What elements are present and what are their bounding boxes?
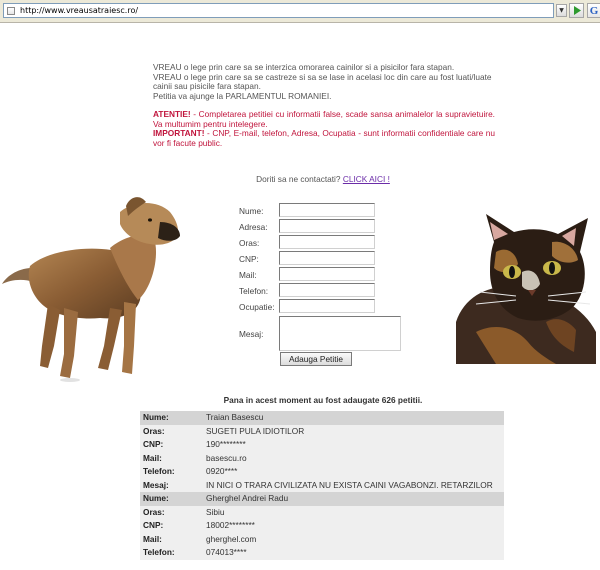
row-key: Nume: (143, 493, 169, 503)
label-mail: Mail: (239, 270, 257, 280)
intro-line-3: Petitia va ajunge la PARLAMENTUL ROMANIEI. (153, 90, 332, 101)
cat-image (456, 212, 596, 364)
dog-image (0, 196, 186, 386)
row-value: 190******** (206, 439, 246, 449)
atentie-label: ATENTIE! (153, 109, 191, 119)
row-value: Traian Basescu (206, 412, 264, 422)
mesaj-textarea[interactable] (279, 316, 401, 351)
mail-input[interactable] (279, 267, 375, 281)
search-engine-button[interactable]: G (587, 3, 600, 18)
table-row (140, 452, 504, 466)
row-value: SUGETI PULA IDIOTILOR (206, 425, 305, 436)
table-row (140, 533, 504, 547)
table-row (140, 492, 504, 506)
table-row (140, 465, 504, 479)
atentie-text: - Completarea petitiei cu informatii false, scade sansa animalelor la supravietuire. Va multumim pentru intelegere. (153, 109, 495, 129)
petition-intro (153, 63, 493, 101)
label-cnp: CNP: (239, 254, 259, 264)
adresa-input[interactable] (279, 219, 375, 233)
table-row (140, 479, 504, 493)
row-key: Telefon: (143, 466, 175, 476)
label-oras: Oras: (239, 238, 260, 248)
table-row (140, 519, 504, 533)
row-value: IN NICI O TRARA CIVILIZATA NU EXISTA CAINI VAGABONZI. RETARZILOR (206, 479, 493, 490)
row-value: 18002******** (206, 520, 255, 530)
petition-counter: Pana in acest moment au fost adaugate 626 petitii. (223, 395, 423, 405)
row-key: Oras: (143, 425, 165, 436)
table-row (140, 438, 504, 452)
petition-warnings (153, 110, 495, 148)
row-key: CNP: (143, 439, 164, 449)
page-icon (7, 7, 15, 15)
important-text: - CNP, E-mail, telefon, Adresa, Ocupatia - sunt informatii confidentiale care nu vor fi facute public. (153, 128, 495, 148)
address-bar[interactable] (3, 3, 554, 18)
row-key: Telefon: (143, 547, 175, 557)
row-value: 074013**** (206, 547, 247, 557)
row-key: CNP: (143, 520, 164, 530)
label-ocupatie: Ocupatie: (239, 302, 275, 312)
contact-line (0, 174, 600, 184)
address-url[interactable]: http://www.vreausatraiesc.ro/ (20, 6, 139, 15)
row-key: Mail: (143, 533, 162, 544)
label-adresa: Adresa: (239, 222, 268, 232)
label-telefon: Telefon: (239, 286, 269, 296)
ocupatie-input[interactable] (279, 299, 375, 313)
important-label: IMPORTANT! (153, 128, 205, 139)
contact-question: Doriti sa ne contactati? (256, 174, 341, 184)
row-value: Gherghel Andrei Radu (206, 493, 289, 503)
oras-input[interactable] (279, 235, 375, 249)
intro-line-2: VREAU o lege prin care sa se castreze si sa se lase in acelasi loc din care au fost luati/luate cainii sau pisicile fara stapan. (153, 71, 492, 92)
contact-link[interactable]: CLICK AICI ! (342, 174, 390, 184)
table-row (140, 411, 504, 425)
go-arrow-icon (573, 6, 582, 15)
important-warning (153, 129, 495, 148)
row-key: Oras: (143, 506, 165, 517)
label-mesaj: Mesaj: (239, 329, 264, 339)
row-value: gherghel.com (206, 533, 257, 544)
label-nume: Nume: (239, 206, 264, 216)
nume-input[interactable] (279, 203, 375, 217)
browser-toolbar (0, 0, 600, 23)
adauga-petitie-button[interactable]: Adauga Petitie (280, 352, 352, 366)
row-value: basescu.ro (206, 452, 247, 463)
table-row (140, 546, 504, 560)
table-row (140, 425, 504, 439)
intro-line-1: VREAU o lege prin care sa se interzica omorarea cainilor si a pisicilor fara stapan. (153, 62, 455, 72)
row-key: Nume: (143, 412, 169, 422)
row-key: Mail: (143, 452, 162, 463)
atentie-warning (153, 110, 495, 129)
table-row (140, 506, 504, 520)
row-value: Sibiu (206, 506, 225, 517)
row-value: 0920**** (206, 466, 238, 476)
row-key: Mesaj: (143, 479, 169, 490)
telefon-input[interactable] (279, 283, 375, 297)
go-button[interactable] (569, 3, 584, 18)
address-dropdown-button[interactable]: ▼ (556, 4, 567, 17)
petitions-table (140, 411, 504, 560)
cnp-input[interactable] (279, 251, 375, 265)
